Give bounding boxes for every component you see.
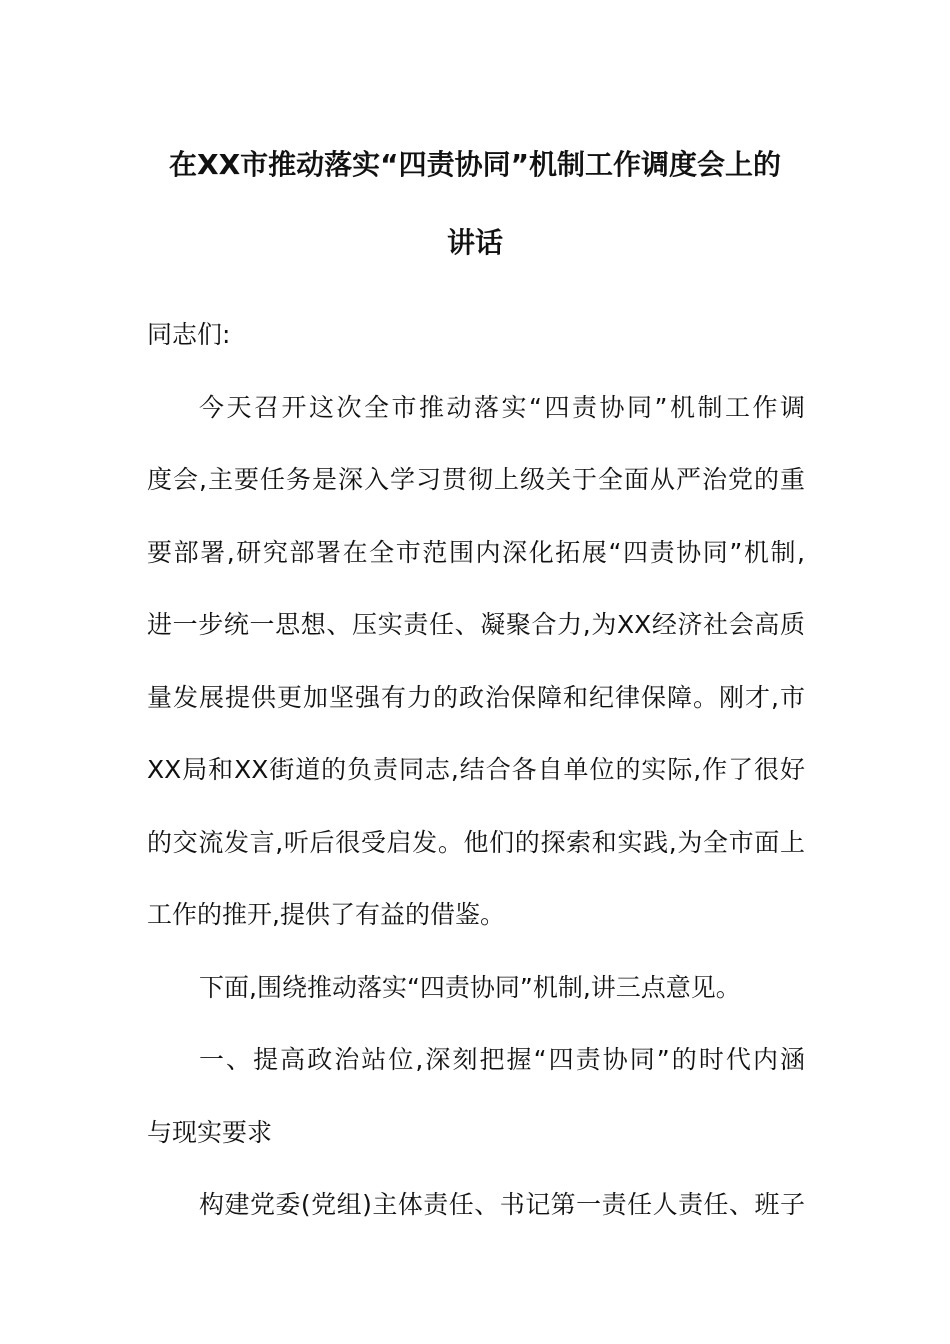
paragraph-line: 构建党委(党组)主体责任、书记第一责任人责任、班子 bbox=[199, 1190, 805, 1219]
document-body bbox=[147, 299, 805, 1242]
paragraph-line: 下面,围绕推动落实“四责协同”机制,讲三点意见。 bbox=[199, 972, 741, 1002]
salutation: 同志们: bbox=[147, 320, 231, 349]
paragraph-line: XX局和XX街道的负责同志,结合各自单位的实际,作了很好 bbox=[147, 755, 805, 784]
document-title-line-1: 在XX市推动落实“四责协同”机制工作调度会上的 bbox=[169, 148, 781, 181]
paragraph-line: 工作的推开,提供了有益的借鉴。 bbox=[147, 900, 505, 929]
section-heading-line: 与现实要求 bbox=[147, 1117, 273, 1147]
paragraph-line: 今天召开这次全市推动落实“四责协同”机制工作调 bbox=[199, 392, 805, 422]
paragraph-line: 要部署,研究部署在全市范围内深化拓展“四责协同”机制, bbox=[147, 537, 805, 567]
document-title-line-2: 讲话 bbox=[446, 226, 503, 259]
paragraph-line: 量发展提供更加坚强有力的政治保障和纪律保障。刚才,市 bbox=[147, 682, 805, 712]
paragraph-line: 度会,主要任务是深入学习贯彻上级关于全面从严治党的重 bbox=[147, 465, 805, 494]
paragraph-line: 进一步统一思想、压实责任、凝聚合力,为XX经济社会高质 bbox=[147, 610, 805, 639]
paragraph-line: 的交流发言,听后很受启发。他们的探索和实践,为全市面上 bbox=[147, 827, 805, 857]
section-heading-line: 一、提高政治站位,深刻把握“四责协同”的时代内涵 bbox=[199, 1045, 805, 1074]
